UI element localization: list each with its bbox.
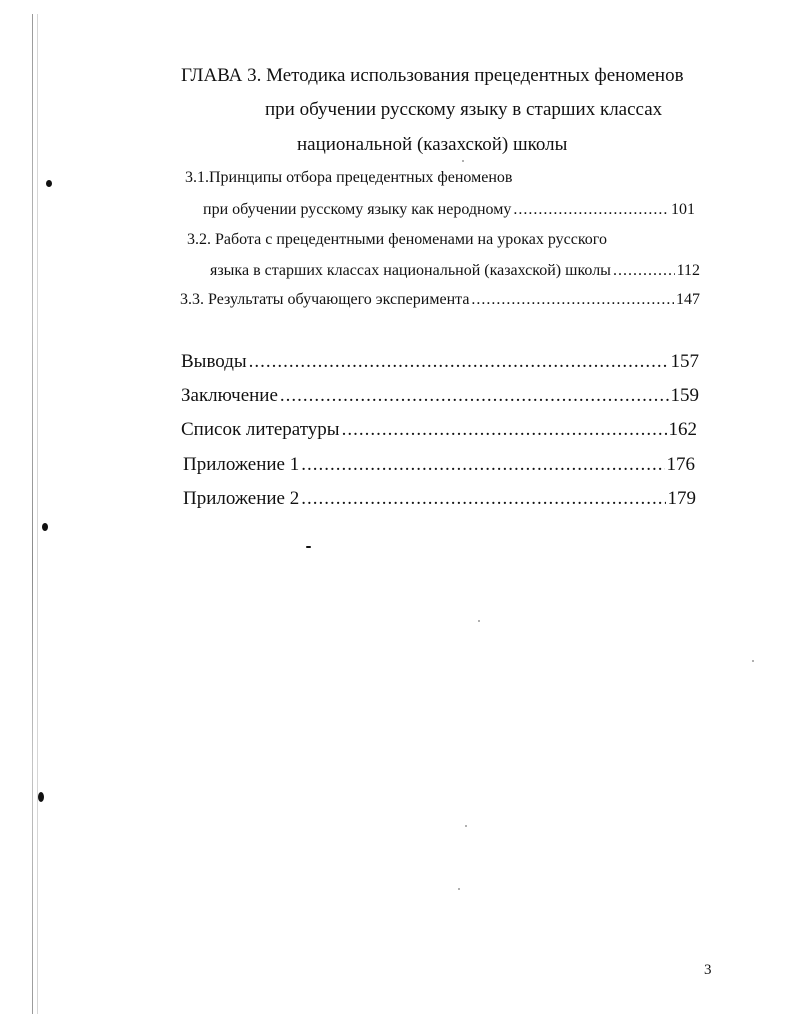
zaklyuchenie-title: Заключение: [181, 385, 278, 406]
toc-row-prilozhenie-1[interactable]: [183, 455, 695, 474]
page-number: 3: [704, 962, 712, 978]
dot-leader: [301, 455, 664, 474]
dot-leader: [280, 386, 669, 405]
section-3-2-page: 112: [676, 262, 700, 279]
scan-speck: [46, 180, 52, 187]
scan-binding-line-faint: [37, 14, 38, 1014]
scan-dot: [465, 825, 467, 827]
prilozhenie-2-title: Приложение 2: [183, 488, 300, 509]
section-3-1-line-1: 3.1.Принципы отбора прецедентных феноменов: [185, 169, 513, 186]
scan-dot: [478, 620, 480, 622]
dot-leader: [613, 263, 675, 279]
scan-dot: [752, 660, 754, 662]
spisok-literatury-title: Список литературы: [181, 419, 340, 440]
toc-row-zaklyuchenie[interactable]: [181, 386, 699, 405]
toc-row-prilozhenie-2[interactable]: [183, 489, 696, 508]
scan-dot: [458, 888, 460, 890]
dot-leader: [471, 292, 674, 308]
prilozhenie-1-page: 176: [666, 454, 695, 475]
section-3-1-line-2: при обучении русскому языку как неродному: [203, 201, 512, 218]
dot-leader: [249, 352, 669, 371]
dot-leader: [342, 420, 667, 439]
vyvody-title: Выводы: [181, 351, 247, 372]
zaklyuchenie-page: 159: [670, 385, 699, 406]
chapter-title-line-2: при обучении русскому языку в старших классах: [265, 99, 663, 120]
section-3-3-title: 3.3. Результаты обучающего эксперимента: [180, 291, 470, 308]
dot-leader: [513, 202, 669, 218]
prilozhenie-1-title: Приложение 1: [183, 454, 300, 475]
section-3-2-line-1: 3.2. Работа с прецедентными феноменами на уроках русского: [187, 231, 607, 248]
scan-dot: [462, 160, 464, 162]
toc-row-section-3-3[interactable]: [180, 292, 700, 308]
chapter-title-line-3: национальной (казахской) школы: [297, 134, 568, 155]
scan-speck: [38, 792, 44, 802]
dot-leader: [301, 489, 665, 508]
section-3-3-page: 147: [676, 291, 700, 308]
toc-row-spisok-literatury[interactable]: [181, 420, 697, 439]
section-3-2-line-2: языка в старших классах национальной (казахской) школы: [210, 262, 611, 279]
toc-row-section-3-2[interactable]: [210, 263, 700, 279]
scan-binding-line: [32, 14, 33, 1014]
chapter-title-line-1: ГЛАВА 3. Методика использования прецедентных феноменов: [181, 65, 684, 86]
scan-speck: [306, 546, 311, 548]
prilozhenie-2-page: 179: [667, 488, 696, 509]
toc-row-vyvody[interactable]: [181, 352, 699, 371]
scan-speck: [42, 523, 48, 531]
spisok-literatury-page: 162: [668, 419, 697, 440]
toc-row-section-3-1[interactable]: [203, 202, 695, 218]
section-3-1-page: 101: [671, 201, 695, 218]
vyvody-page: 157: [670, 351, 699, 372]
